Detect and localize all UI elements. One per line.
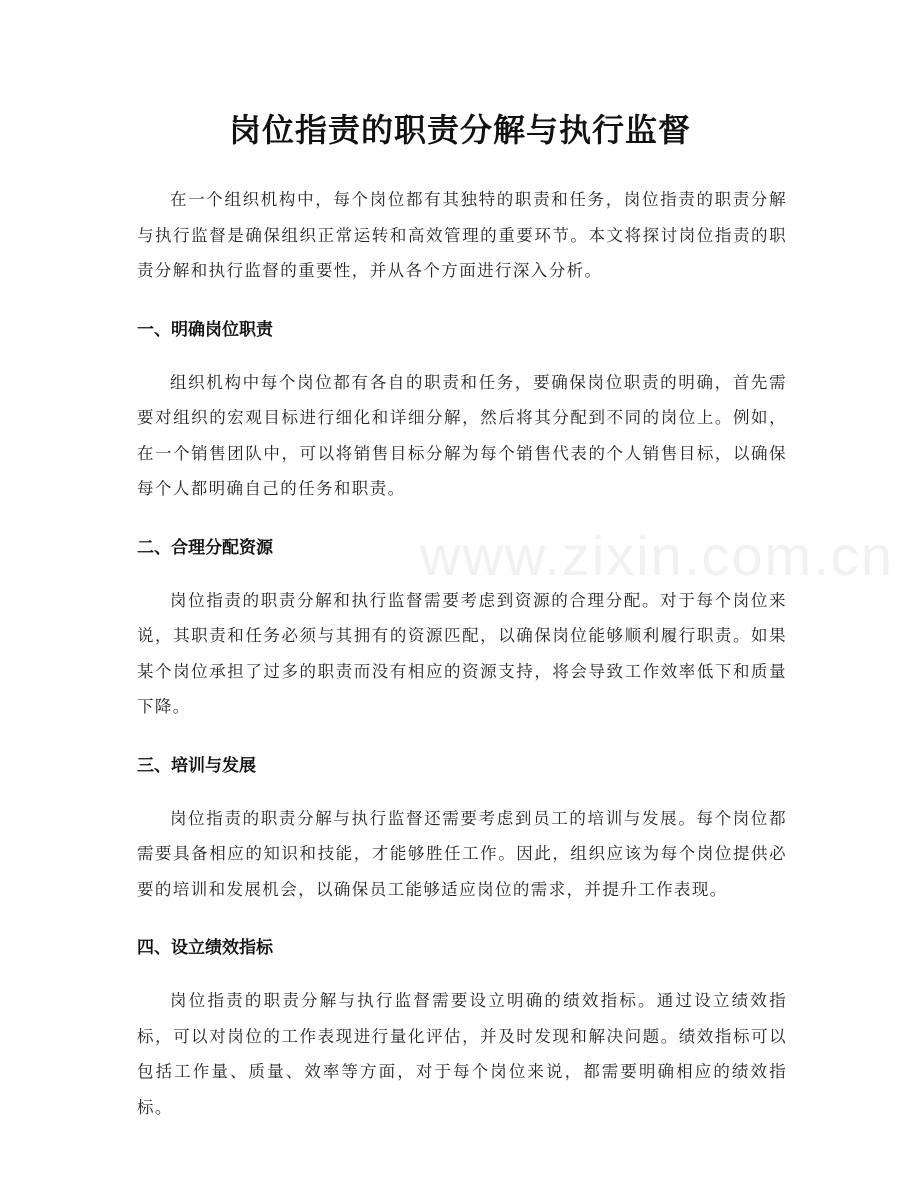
section-heading-3: 三、培训与发展: [137, 755, 256, 776]
watermark: www.zixin.com.cn: [420, 524, 894, 587]
section-heading-4: 四、设立绩效指标: [137, 938, 273, 958]
section-body-4: 岗位指责的职责分解与执行监督需要设立明确的绩效指标。通过设立绩效指标，可以对岗位的工作表现进行量化评估，并及时发现和解决问题。绩效指标可以包括工作量、质量、效率等方面，对于每个岗位来说，都需要明确相应的绩效指标。: [137, 991, 787, 1117]
document-body: [137, 182, 787, 1125]
section-heading-2: 二、合理分配资源: [137, 537, 273, 558]
document-title: 岗位指责的职责分解与执行监督: [228, 111, 691, 149]
intro-paragraph: 在一个组织机构中，每个岗位都有其独特的职责和任务，岗位指责的职责分解与执行监督是确保组织正常运转和高效管理的重要环节。本文将探讨岗位指责的职责分解和执行监督的重要性，并从各个方面进行深入分析。: [137, 190, 787, 280]
section-heading-1: 一、明确岗位职责: [137, 319, 273, 340]
section-body-3: 岗位指责的职责分解与执行监督还需要考虑到员工的培训与发展。每个岗位都需要具备相应的知识和技能，才能够胜任工作。因此，组织应该为每个岗位提供必要的培训和发展机会，以确保员工能够适应岗位的需求，并提升工作表现。: [137, 808, 787, 899]
section-body-2: 岗位指责的职责分解和执行监督需要考虑到资源的合理分配。对于每个岗位来说，其职责和任务必须与其拥有的资源匹配，以确保岗位能够顺利履行职责。如果某个岗位承担了过多的职责而没有相应的资源支持，将会导致工作效率低下和质量下降。: [137, 590, 787, 716]
section-body-1: 组织机构中每个岗位都有各自的职责和任务，要确保岗位职责的明确，首先需要对组织的宏观目标进行细化和详细分解，然后将其分配到不同的岗位上。例如，在一个销售团队中，可以将销售目标分解为每个销售代表的个人销售目标，以确保每个人都明确自己的任务和职责。: [137, 372, 787, 498]
